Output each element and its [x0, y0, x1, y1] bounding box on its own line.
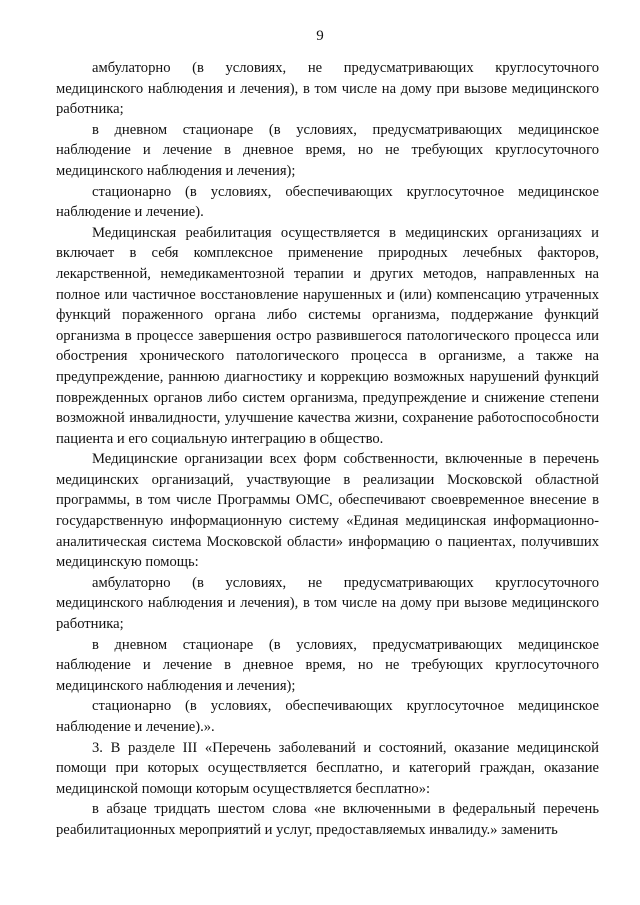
paragraph-thirty-sixth: в абзаце тридцать шестом слова «не включенными в федеральный перечень реабилитационных мероприятий и услуг, предоставляемых инвалиду.» заменить — [56, 801, 599, 838]
document-body — [56, 58, 599, 841]
paragraph-outpatient: амбулаторно (в условиях, не предусматривающих круглосуточного медицинского наблюдения и лечения), в том числе на дому при вызове медицинского работника; — [56, 60, 599, 118]
page-number: 9 — [316, 28, 324, 44]
paragraph-day-hospital: в дневном стационаре (в условиях, предусматривающих медицинское наблюдение и лечение в дневное время, но не требующих круглосуточного медицинского наблюдения и лечения); — [56, 121, 599, 179]
paragraph-inpatient: стационарно (в условиях, обеспечивающих круглосуточное медицинское наблюдение и лечение). — [56, 183, 599, 221]
paragraph-medical-organizations: Медицинские организации всех форм собственности, включенные в перечень медицинских организаций, участвующие в реализации Московской областной программы, в том числе Программы ОМС, обеспечивают своевременное внесение в государственную информационную систему «Единая медицинская информационно-аналитическая система Московской области» информацию о пациентах, получивших медицинскую помощь: — [56, 451, 599, 571]
paragraph-outpatient-2: амбулаторно (в условиях, не предусматривающих круглосуточного медицинского наблюдения и лечения), в том числе на дому при вызове медицинского работника; — [56, 574, 599, 633]
paragraph-medical-rehabilitation: Медицинская реабилитация осуществляется в медицинских организациях и включает в себя комплексное применение природных лечебных факторов, лекарственной, немедикаментозной терапии и других методов, направленных на полное или частичное восстановление нарушенных и (или) компенсацию утраченных функций пораженного органа либо системы организма, поддержание функций организма в процессе завершения остро развившегося патологического процесса или обострения хронического патологического процесса в организме, а также на предупреждение, раннюю диагностику и коррекцию возможных нарушений функций поврежденных органов либо систем организма, предупреждение и снижение степени возможной инвалидности, улучшение качества жизни, сохранение работоспособности пациента и его социальную интеграцию в общество. — [56, 224, 599, 447]
paragraph-day-hospital-2: в дневном стационаре (в условиях, предусматривающих медицинское наблюдение и лечение в дневное время, но не требующих круглосуточного медицинского наблюдения и лечения); — [56, 636, 599, 694]
paragraph-section-three: 3. В разделе III «Перечень заболеваний и состояний, оказание медицинской помощи при которых осуществляется бесплатно, и категорий граждан, оказание медицинской помощи которым осуществляется бесплатно»: — [56, 739, 599, 797]
paragraph-inpatient-2: стационарно (в условиях, обеспечивающих круглосуточное медицинское наблюдение и лечение).». — [56, 698, 599, 735]
